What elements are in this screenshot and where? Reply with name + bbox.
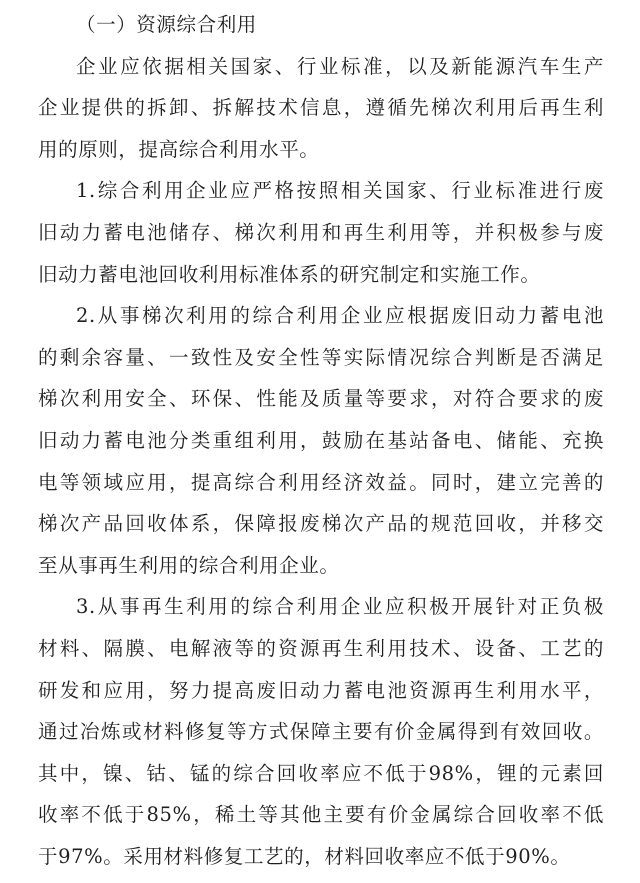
paragraph-3-line-5: 电等领域应用，提高综合利用经济效益。同时，建立完善的 — [38, 470, 604, 494]
paragraph-2-line-3: 旧动力蓄电池回收利用标准体系的研究制定和实施工作。 — [38, 262, 541, 286]
paragraph-3-line-1: 2.从事梯次利用的综合利用企业应根据废旧动力蓄电池 — [76, 304, 604, 328]
paragraph-4-line-3: 研发和应用，努力提高废旧动力蓄电池资源再生利用水平， — [38, 678, 604, 702]
paragraph-1-line-1: 企业应依据相关国家、行业标准，以及新能源汽车生产 — [76, 54, 604, 78]
paragraph-4-line-7: 于97%。采用材料修复工艺的，材料回收率应不低于90%。 — [38, 845, 571, 868]
paragraph-2-line-1: 1.综合利用企业应严格按照相关国家、行业标准进行废 — [76, 179, 604, 203]
paragraph-3-line-3: 梯次利用安全、环保、性能及质量等要求，对符合要求的废 — [38, 387, 604, 411]
section-heading: （一）资源综合利用 — [76, 13, 257, 36]
paragraph-4-line-6: 收率不低于85%，稀土等其他主要有价金属综合回收率不低 — [38, 803, 604, 827]
paragraph-4-line-2: 材料、隔膜、电解液等的资源再生利用技术、设备、工艺的 — [38, 637, 604, 660]
paragraph-1-line-2: 企业提供的拆卸、拆解技术信息，遵循先梯次利用后再生利 — [38, 96, 604, 120]
paragraph-4-line-4: 通过冶炼或材料修复等方式保障主要有价金属得到有效回收。 — [38, 720, 604, 744]
paragraph-3-line-4: 旧动力蓄电池分类重组利用，鼓励在基站备电、储能、充换 — [38, 429, 604, 452]
paragraph-3-line-7: 至从事再生利用的综合利用企业。 — [38, 553, 340, 577]
paragraph-1-line-3: 用的原则，提高综合利用水平。 — [38, 137, 320, 161]
paragraph-2-line-2: 旧动力蓄电池储存、梯次利用和再生利用等，并积极参与废 — [38, 221, 604, 244]
paragraph-4-line-1: 3.从事再生利用的综合利用企业应积极开展针对正负极 — [76, 595, 604, 619]
paragraph-3-line-6: 梯次产品回收体系，保障报废梯次产品的规范回收，并移交 — [38, 512, 604, 536]
paragraph-4-line-5: 其中，镍、钴、锰的综合回收率应不低于98%，锂的元素回 — [38, 761, 604, 785]
paragraph-3-line-2: 的剩余容量、一致性及安全性等实际情况综合判断是否满足 — [38, 345, 604, 369]
